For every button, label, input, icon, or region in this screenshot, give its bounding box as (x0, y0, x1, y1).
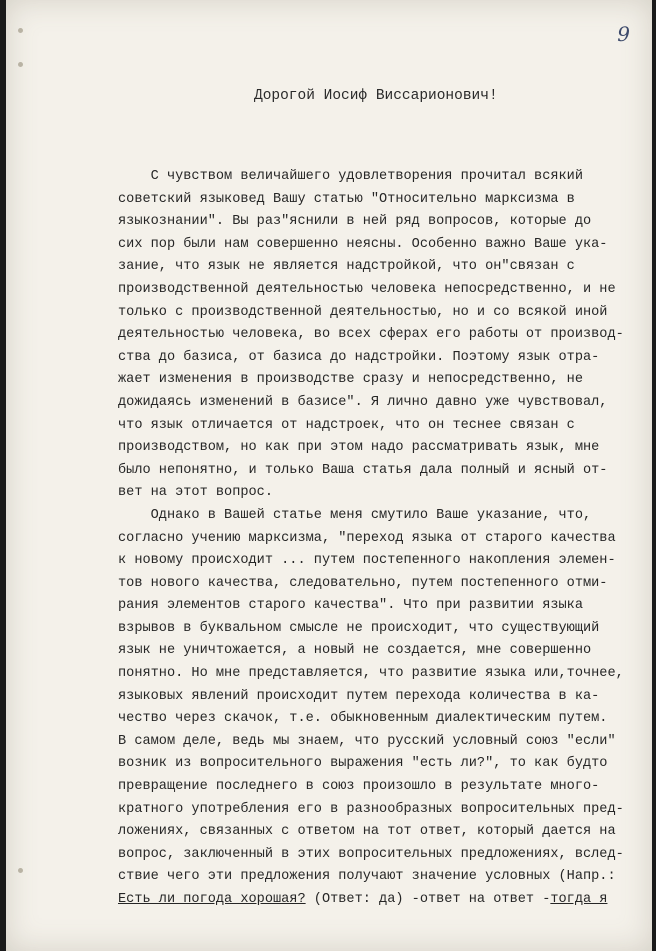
letter-line: Однако в Вашей статье меня смутило Ваше указание, что, (118, 507, 592, 523)
letter-line: деятельностью человека, во всех сферах его работы от производ- (118, 327, 624, 343)
letter-line: чество через скачок, т.е. обыкновенным диалектическим путем. (118, 711, 608, 727)
letter-line: советский языковед Вашу статью "Относительно марксизма в (118, 191, 575, 207)
letter-line: дожидаясь изменений в базисе". Я лично давно уже чувствовал, (118, 394, 608, 410)
letter-line: к новому происходит ... путем постепенного накопления элемен- (118, 553, 616, 569)
letter-line: жает изменения в производстве сразу и непосредственно, не (118, 372, 583, 388)
letter-line: превращение последнего в союз произошло в результате много- (118, 779, 600, 795)
document-page (6, 0, 652, 951)
letter-line: что язык отличается от надстроек, что он теснее связан с (118, 417, 575, 433)
letter-lines (118, 166, 638, 889)
letter-line: языкознании". Вы раз"яснили в ней ряд вопросов, которые до (118, 214, 592, 230)
letter-line: ства до базиса, от базиса до надстройки. Поэтому язык отра- (118, 349, 600, 365)
letter-line: вет на этот вопрос. (118, 485, 273, 501)
last-line-middle: (Ответ: да) -ответ на ответ - (305, 892, 551, 907)
salutation: Дорогой Иосиф Виссарионович! (254, 88, 498, 104)
letter-line: вопрос, заключенный в этих вопросительных предложениях, вслед- (118, 846, 624, 862)
underlined-continuation: тогда я (550, 892, 608, 907)
letter-line: только с производственной деятельностью, но и со всякой иной (118, 304, 608, 320)
letter-line: зание, что язык не является надстройкой, что он"связан с (118, 259, 575, 275)
letter-line: В самом деле, ведь мы знаем, что русский условный союз "если" (118, 733, 616, 749)
letter-line: ложениях, связанных с ответом на тот ответ, который дается на (118, 824, 616, 840)
letter-line: рания элементов старого качества". Что при развитии языка (118, 598, 583, 614)
letter-line: С чувством величайшего удовлетворения прочитал всякий (118, 169, 583, 184)
letter-line: взрывов в буквальном смысле не происходит, что существующий (118, 620, 600, 636)
page-number: 9 (617, 22, 630, 46)
letter-line: кратного употребления его в разнообразных вопросительных пред- (118, 801, 624, 817)
letter-line: производственной деятельностью человека непосредственно, и не (118, 281, 616, 297)
letter-line: производством, но как при этом надо рассматривать язык, мне (118, 440, 600, 456)
letter-line: языковых явлений происходит путем перехода количества в ка- (118, 688, 600, 704)
letter-line: понятно. Но мне представляется, что развитие языка или,точнее, (118, 666, 624, 682)
underlined-example: Есть ли погода хорошая? (118, 892, 306, 907)
letter-line: ствие чего эти предложения получают значение условных (Напр.: (118, 869, 616, 885)
letter-last-line (118, 889, 638, 912)
letter-line: тов нового качества, следовательно, путем постепенного отми- (118, 575, 608, 591)
letter-line: было непонятно, и только Ваша статья дала полный и ясный от- (118, 462, 608, 478)
letter-body (118, 166, 638, 912)
letter-line: согласно учению марксизма, "переход языка от старого качества (118, 530, 616, 546)
letter-line: возник из вопросительного выражения "есть ли?", то как будто (118, 756, 608, 772)
letter-line: язык не уничтожается, а новый не создается, мне совершенно (118, 643, 592, 659)
letter-line: сих пор были нам совершенно неясны. Особенно важно Ваше ука- (118, 236, 608, 252)
